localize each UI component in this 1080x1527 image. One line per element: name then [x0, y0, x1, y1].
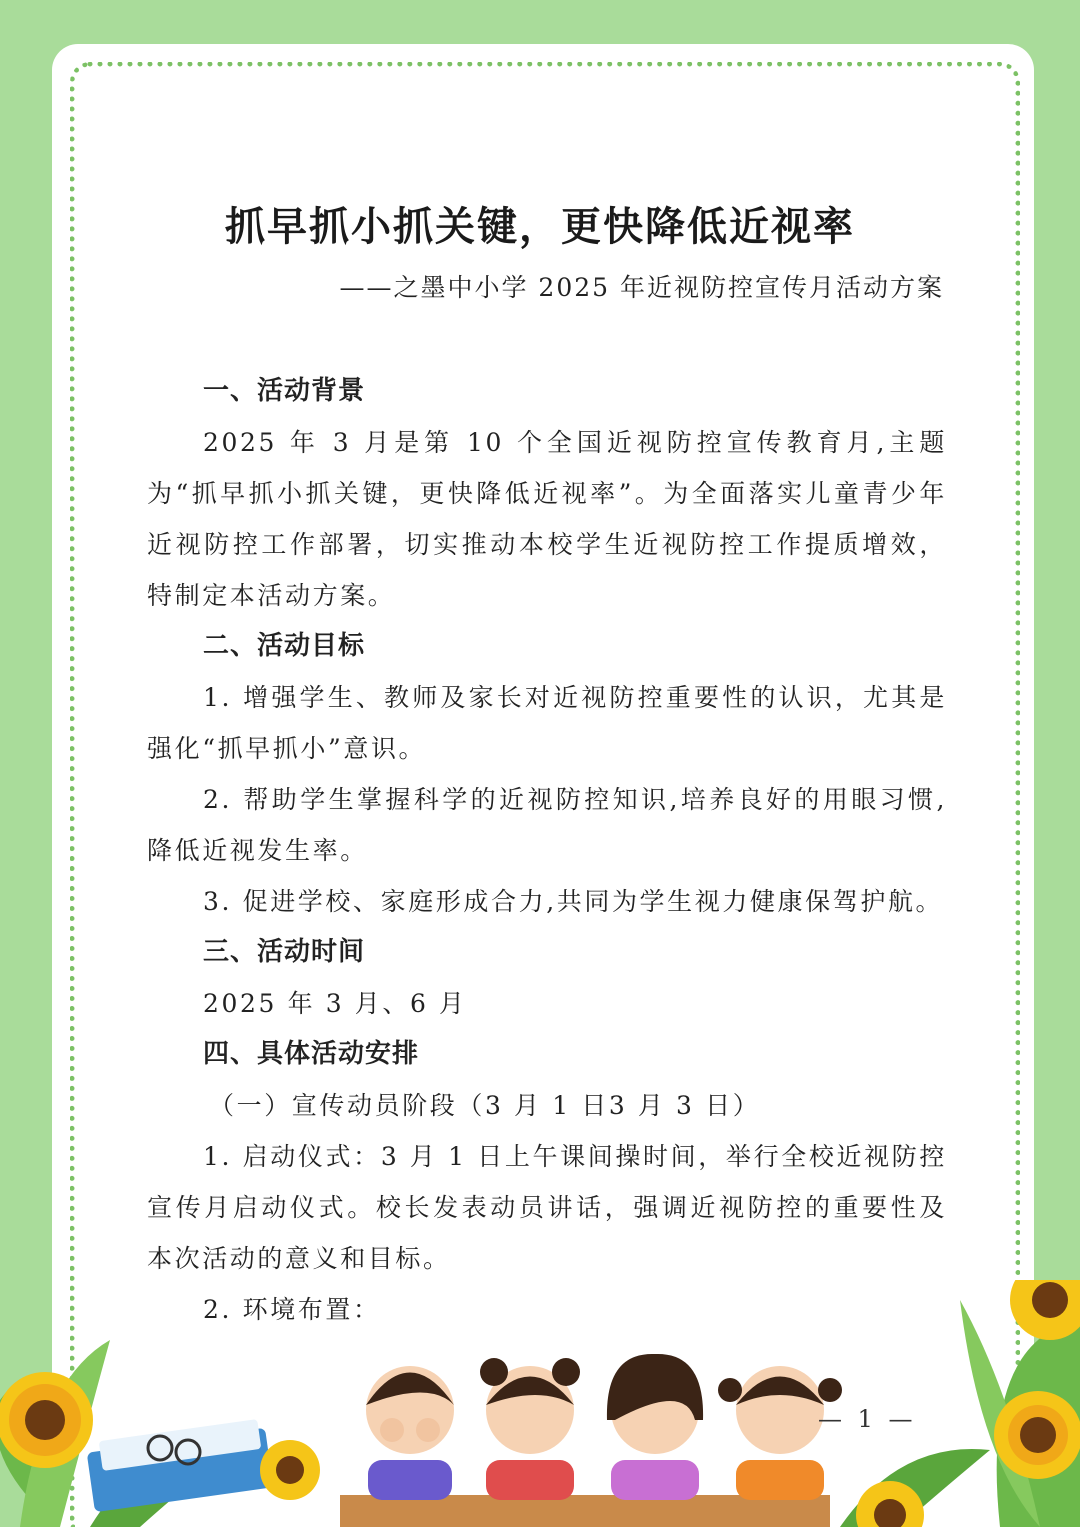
section-heading-background: 一、活动背景: [203, 376, 366, 406]
books-icon: [87, 1419, 274, 1512]
page-number: — 1 —: [818, 1405, 917, 1433]
sunflower-icon-right-top: [1010, 1280, 1080, 1340]
subsection-mobilization: （一）宣传动员阶段（3 月 1 日3 月 3 日）: [209, 1091, 761, 1120]
document-body: [147, 366, 947, 1335]
arrangement-item-2: 2. 环境布置：: [203, 1295, 381, 1324]
document-title: 抓早抓小抓关键，更快降低近视率: [225, 203, 855, 250]
section-heading-time: 三、活动时间: [203, 937, 366, 967]
bottom-decoration-illustration: [0, 1280, 1080, 1527]
arrangement-item-1: 1. 启动仪式：3 月 1 日上午课间操时间，举行全校近视防控宣传月启动仪式。校长发表动员讲话，强调近视防控的重要性及本次活动的意义和目标。: [147, 1142, 947, 1273]
child-icon-1: [366, 1366, 454, 1500]
child-icon-2: [480, 1358, 580, 1500]
child-icon-4: [718, 1366, 842, 1500]
sunflower-icon-small: [260, 1440, 320, 1500]
goal-item-2: 2. 帮助学生掌握科学的近视防控知识,培养良好的用眼习惯,降低近视发生率。: [147, 785, 947, 865]
sunflower-icon-left: [0, 1372, 93, 1468]
paragraph-time: 2025 年 3 月、6 月: [203, 989, 467, 1018]
section-heading-goals: 二、活动目标: [203, 631, 366, 661]
goal-item-1: 1. 增强学生、教师及家长对近视防控重要性的认识，尤其是强化“抓早抓小”意识。: [147, 683, 947, 763]
section-heading-arrangement: 四、具体活动安排: [203, 1039, 420, 1069]
goal-item-3: 3. 促进学校、家庭形成合力,共同为学生视力健康保驾护航。: [203, 887, 944, 916]
sunflower-icon-right-mid: [994, 1391, 1080, 1479]
document-subtitle: ——之墨中小学 2025 年近视防控宣传月活动方案: [339, 273, 944, 302]
child-icon-3: [607, 1354, 703, 1500]
paragraph-background: 2025 年 3 月是第 10 个全国近视防控宣传教育月,主题为“抓早抓小抓关键，更快降低近视率”。为全面落实儿童青少年近视防控工作部署，切实推动本校学生近视防控工作提质增效，特制定本活动方案。: [147, 428, 947, 610]
